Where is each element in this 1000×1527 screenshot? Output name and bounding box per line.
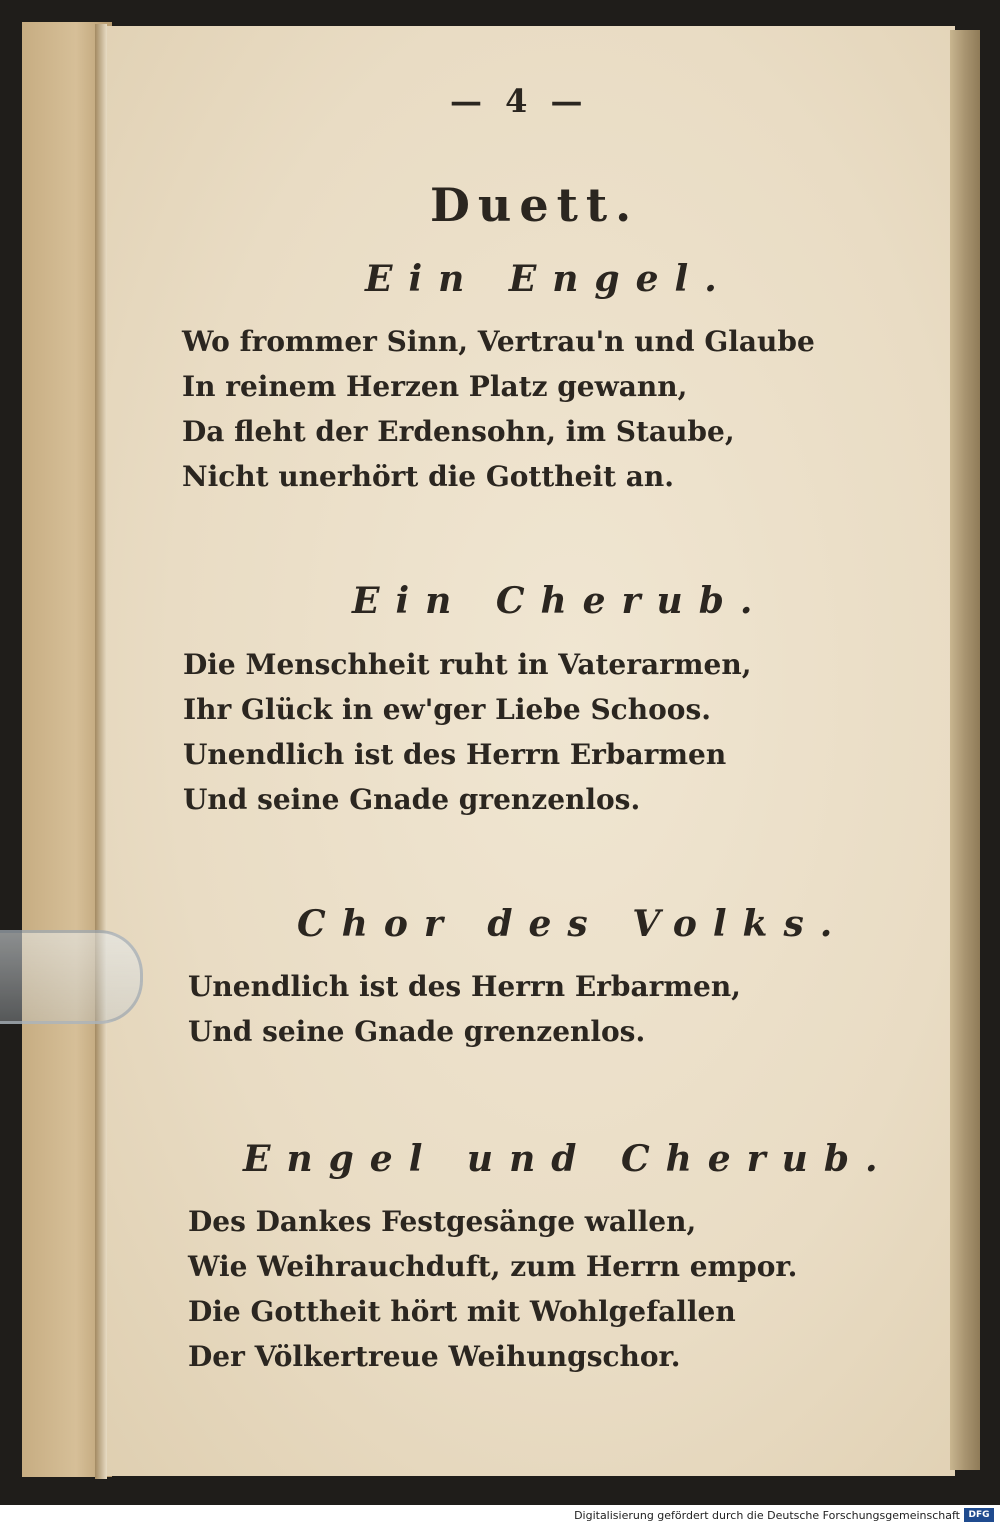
verse-line: Und seine Gnade grenzenlos.: [188, 1015, 646, 1048]
verse-line: Ihr Glück in ew'ger Liebe Schoos.: [183, 693, 711, 726]
verse-line: Wo frommer Sinn, Vertrau'n und Glaube: [182, 325, 815, 358]
section-heading: Chor des Volks.: [297, 903, 849, 945]
section-heading: Engel und Cherub.: [243, 1138, 894, 1180]
verse-line: Unendlich ist des Herrn Erbarmen,: [188, 970, 741, 1003]
spine-shadow: [95, 24, 107, 1479]
verse-line: In reinem Herzen Platz gewann,: [182, 370, 688, 403]
verse-line: Und seine Gnade grenzenlos.: [183, 783, 641, 816]
verse-line: Die Gottheit hört mit Wohlgefallen: [188, 1295, 736, 1328]
page-edge: [950, 30, 980, 1470]
verse-line: Der Völkertreue Weihungschor.: [188, 1340, 681, 1373]
section-heading: Ein Cherub.: [352, 580, 769, 622]
paper-clip: [0, 930, 143, 1024]
dfg-logo: DFG: [964, 1508, 994, 1522]
verse-line: Unendlich ist des Herrn Erbarmen: [183, 738, 727, 771]
footer-credit: Digitalisierung gefördert durch die Deutsche Forschungsgemeinschaft: [574, 1509, 960, 1522]
section-heading: Ein Engel.: [365, 258, 733, 300]
verse-line: Des Dankes Festgesänge wallen,: [188, 1205, 697, 1238]
verse-line: Wie Weihrauchduft, zum Herrn empor.: [188, 1250, 798, 1283]
page-title: Duett.: [430, 178, 640, 232]
verse-line: Die Menschheit ruht in Vaterarmen,: [183, 648, 752, 681]
page-number: — 4 —: [450, 82, 589, 120]
verse-line: Da fleht der Erdensohn, im Staube,: [182, 415, 735, 448]
verse-line: Nicht unerhört die Gottheit an.: [182, 460, 675, 493]
